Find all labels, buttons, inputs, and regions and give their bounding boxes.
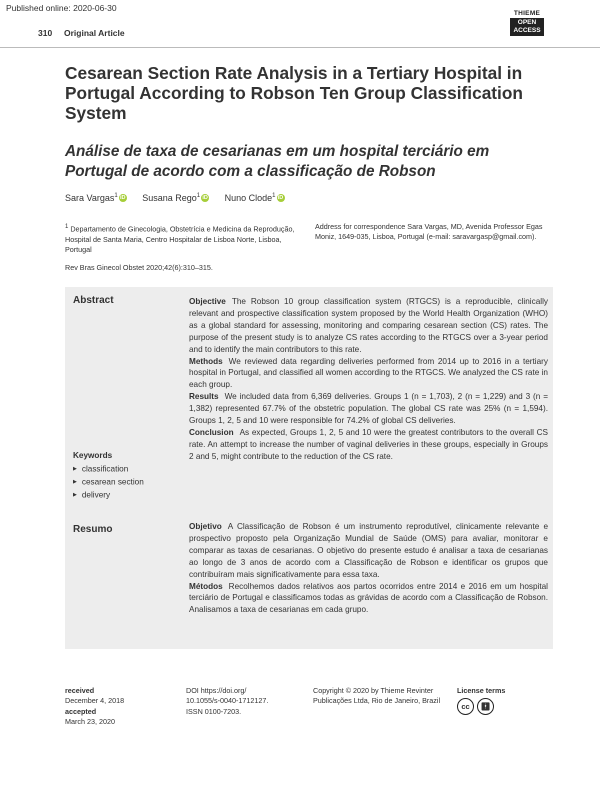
abstract-panel bbox=[65, 287, 553, 649]
resumo-heading: Resumo bbox=[73, 524, 113, 535]
abstract-section-text: The Robson 10 group classification system (RTGCS) is a reproducible, clinically relevant and prospective classification system proposed by the World Health Organization (WHO) as a global standard for assessing, monitoring and comparing cesarean section (CS) rates. The purpose of the present study is to analyze CS rates according to the RTGCS over a 3-year period and to identify the main contributors to this rate. bbox=[189, 297, 548, 354]
dates-block bbox=[65, 686, 175, 727]
license-icons[interactable] bbox=[457, 698, 537, 715]
abstract-methods bbox=[189, 356, 548, 392]
orcid-icon[interactable]: iD bbox=[277, 195, 284, 201]
abstract-section-label: Results bbox=[189, 392, 219, 402]
license-block bbox=[457, 686, 537, 715]
author-list bbox=[65, 193, 298, 203]
keywords-title: Keywords bbox=[73, 451, 113, 460]
affiliation-text: Departamento de Ginecologia, Obstetrícia e Medicina da Reprodução, Hospital de Santa Maria, Centro Hospitalar de Lisboa Norte, Lisboa, Portugal bbox=[65, 224, 295, 254]
resumo-section-text: Recolhemos dados relativos aos partos ocorridos entre 2014 e 2016 em um hospital terciário de Portugal e classificamos todas as grávidas de acordo com a Classificação de Robson. Analisamos a taxa de cesarianas em cada grupo. bbox=[189, 581, 548, 615]
open-access-badge bbox=[510, 18, 544, 36]
doi-label: DOI bbox=[186, 686, 199, 695]
creative-commons-icon[interactable]: cc bbox=[457, 698, 474, 715]
accepted-label: accepted bbox=[65, 706, 97, 716]
open-access-line2: ACCESS bbox=[513, 26, 541, 34]
resumo-section-label: Objetivo bbox=[189, 522, 222, 531]
author-name: Susana Rego bbox=[142, 193, 197, 203]
correspondence-text: Sara Vargas, MD, Avenida Professor Egas Moniz, 1649-035, Lisboa, Portugal (e-mail: saravargasp@gmail.com). bbox=[315, 222, 543, 242]
published-date: Published online: 2020-06-30 bbox=[6, 3, 117, 13]
doi-id[interactable]: 10.1055/s-0040-1712127. bbox=[186, 696, 269, 706]
resumo-metodos bbox=[189, 581, 548, 617]
accepted-date: March 23, 2020 bbox=[65, 716, 115, 726]
orcid-icon[interactable]: iD bbox=[119, 195, 126, 201]
copyright-line: Copyright © 2020 by Thieme Revinter bbox=[313, 686, 434, 695]
author-name: Sara Vargas bbox=[65, 193, 115, 203]
author-affiliation-mark: 1 bbox=[272, 193, 276, 199]
attribution-icon[interactable]: 🚹︎ bbox=[477, 698, 494, 715]
resumo-section-label: Métodos bbox=[189, 581, 223, 591]
resumo-body bbox=[189, 521, 548, 616]
author[interactable] bbox=[65, 193, 127, 203]
copyright-line: Publicações Ltda, Rio de Janeiro, Brazil bbox=[313, 696, 441, 706]
correspondence bbox=[315, 222, 555, 242]
received-label: received bbox=[65, 686, 95, 695]
journal-citation: Rev Bras Ginecol Obstet 2020;42(6):310–315. bbox=[65, 263, 213, 272]
received-date: December 4, 2018 bbox=[65, 696, 125, 706]
copyright-block bbox=[313, 686, 453, 707]
license-label[interactable]: License terms bbox=[457, 686, 506, 695]
correspondence-label: Address for correspondence bbox=[315, 222, 406, 231]
abstract-results bbox=[189, 391, 548, 427]
abstract-objective bbox=[189, 296, 548, 356]
abstract-section-text: We reviewed data regarding deliveries performed from 2014 up to 2016 in a tertiary hospital in Portugal, and classified all women according to the RTGCS. We analyzed the CS rate in each group. bbox=[189, 356, 548, 390]
author-affiliation-mark: 1 bbox=[196, 193, 201, 199]
keyword-item: ▶ cesarean section bbox=[73, 476, 144, 489]
abstract-heading: Abstract bbox=[73, 295, 114, 306]
issn: ISSN 0100-7203. bbox=[186, 706, 242, 716]
header-divider bbox=[0, 47, 600, 48]
author[interactable] bbox=[225, 193, 285, 203]
abstract-conclusion bbox=[189, 427, 548, 463]
resumo-objetivo bbox=[189, 521, 548, 581]
abstract-section-text: As expected, Groups 1, 2, 5 and 10 were the greatest contributors to the overall CS rate. An attempt to increase the number of vaginal deliveries in these groups, especially in Groups 2 and 5, might contribute to the reduction of the CS rate. bbox=[189, 427, 548, 461]
keyword-item: ▶ classification bbox=[73, 463, 144, 476]
article-title-portuguese: Análise de taxa de cesarianas em um hospital terciário em Portugal de acordo com a classificação de Robson bbox=[65, 143, 490, 180]
open-access-line1: OPEN bbox=[517, 19, 537, 26]
section-label: Original Article bbox=[64, 28, 125, 38]
affiliation bbox=[65, 222, 299, 255]
keyword-item: ▶ delivery bbox=[73, 489, 144, 502]
thieme-open-access-logo bbox=[510, 10, 544, 36]
doi-block bbox=[186, 686, 306, 717]
author[interactable] bbox=[142, 193, 209, 203]
keywords-block bbox=[73, 450, 144, 502]
publisher-name: THIEME bbox=[513, 10, 541, 17]
abstract-section-text: We included data from 6,369 deliveries. Groups 1 (n = 1,703), 2 (n = 1,229) and 3 (n = 1,382) represented 67.7% of the obstetric population. The global CS rate was 25% (n = 1,594). Groups 1, 2, 5 and 10 were responsible for 74.2% of global CS deliveries. bbox=[189, 392, 548, 426]
resumo-section-text: A Classificação de Robson é um instrumento reprodutível, clinicamente relevante e prospectivo proposto pela Organização Mundial de Saúde (OMS) para avaliar, monitorar e comparar as taxas de cesarianas. O objetivo do presente estudo é analisar a taxa de cesarianas ao longo de 3 anos de acordo com a Classificação de Robson e identificar os grupos que contribuíram mais significativamente para essa taxa. bbox=[189, 522, 548, 579]
page-number: 310 bbox=[38, 28, 53, 38]
author-affiliation-mark: 1 bbox=[114, 193, 118, 199]
abstract-body bbox=[189, 296, 548, 463]
abstract-section-label: Conclusion bbox=[189, 427, 234, 437]
orcid-icon[interactable]: iD bbox=[202, 195, 208, 201]
abstract-section-label: Objective bbox=[189, 297, 226, 306]
doi-link[interactable]: https://doi.org/ bbox=[200, 686, 247, 695]
affiliation-mark: 1 bbox=[65, 224, 69, 230]
author-name: Nuno Clode bbox=[224, 193, 273, 203]
article-title: Cesarean Section Rate Analysis in a Tertiary Hospital in Portugal According to Robson Ten Group Classification System bbox=[65, 63, 523, 123]
abstract-section-label: Methods bbox=[189, 356, 223, 366]
